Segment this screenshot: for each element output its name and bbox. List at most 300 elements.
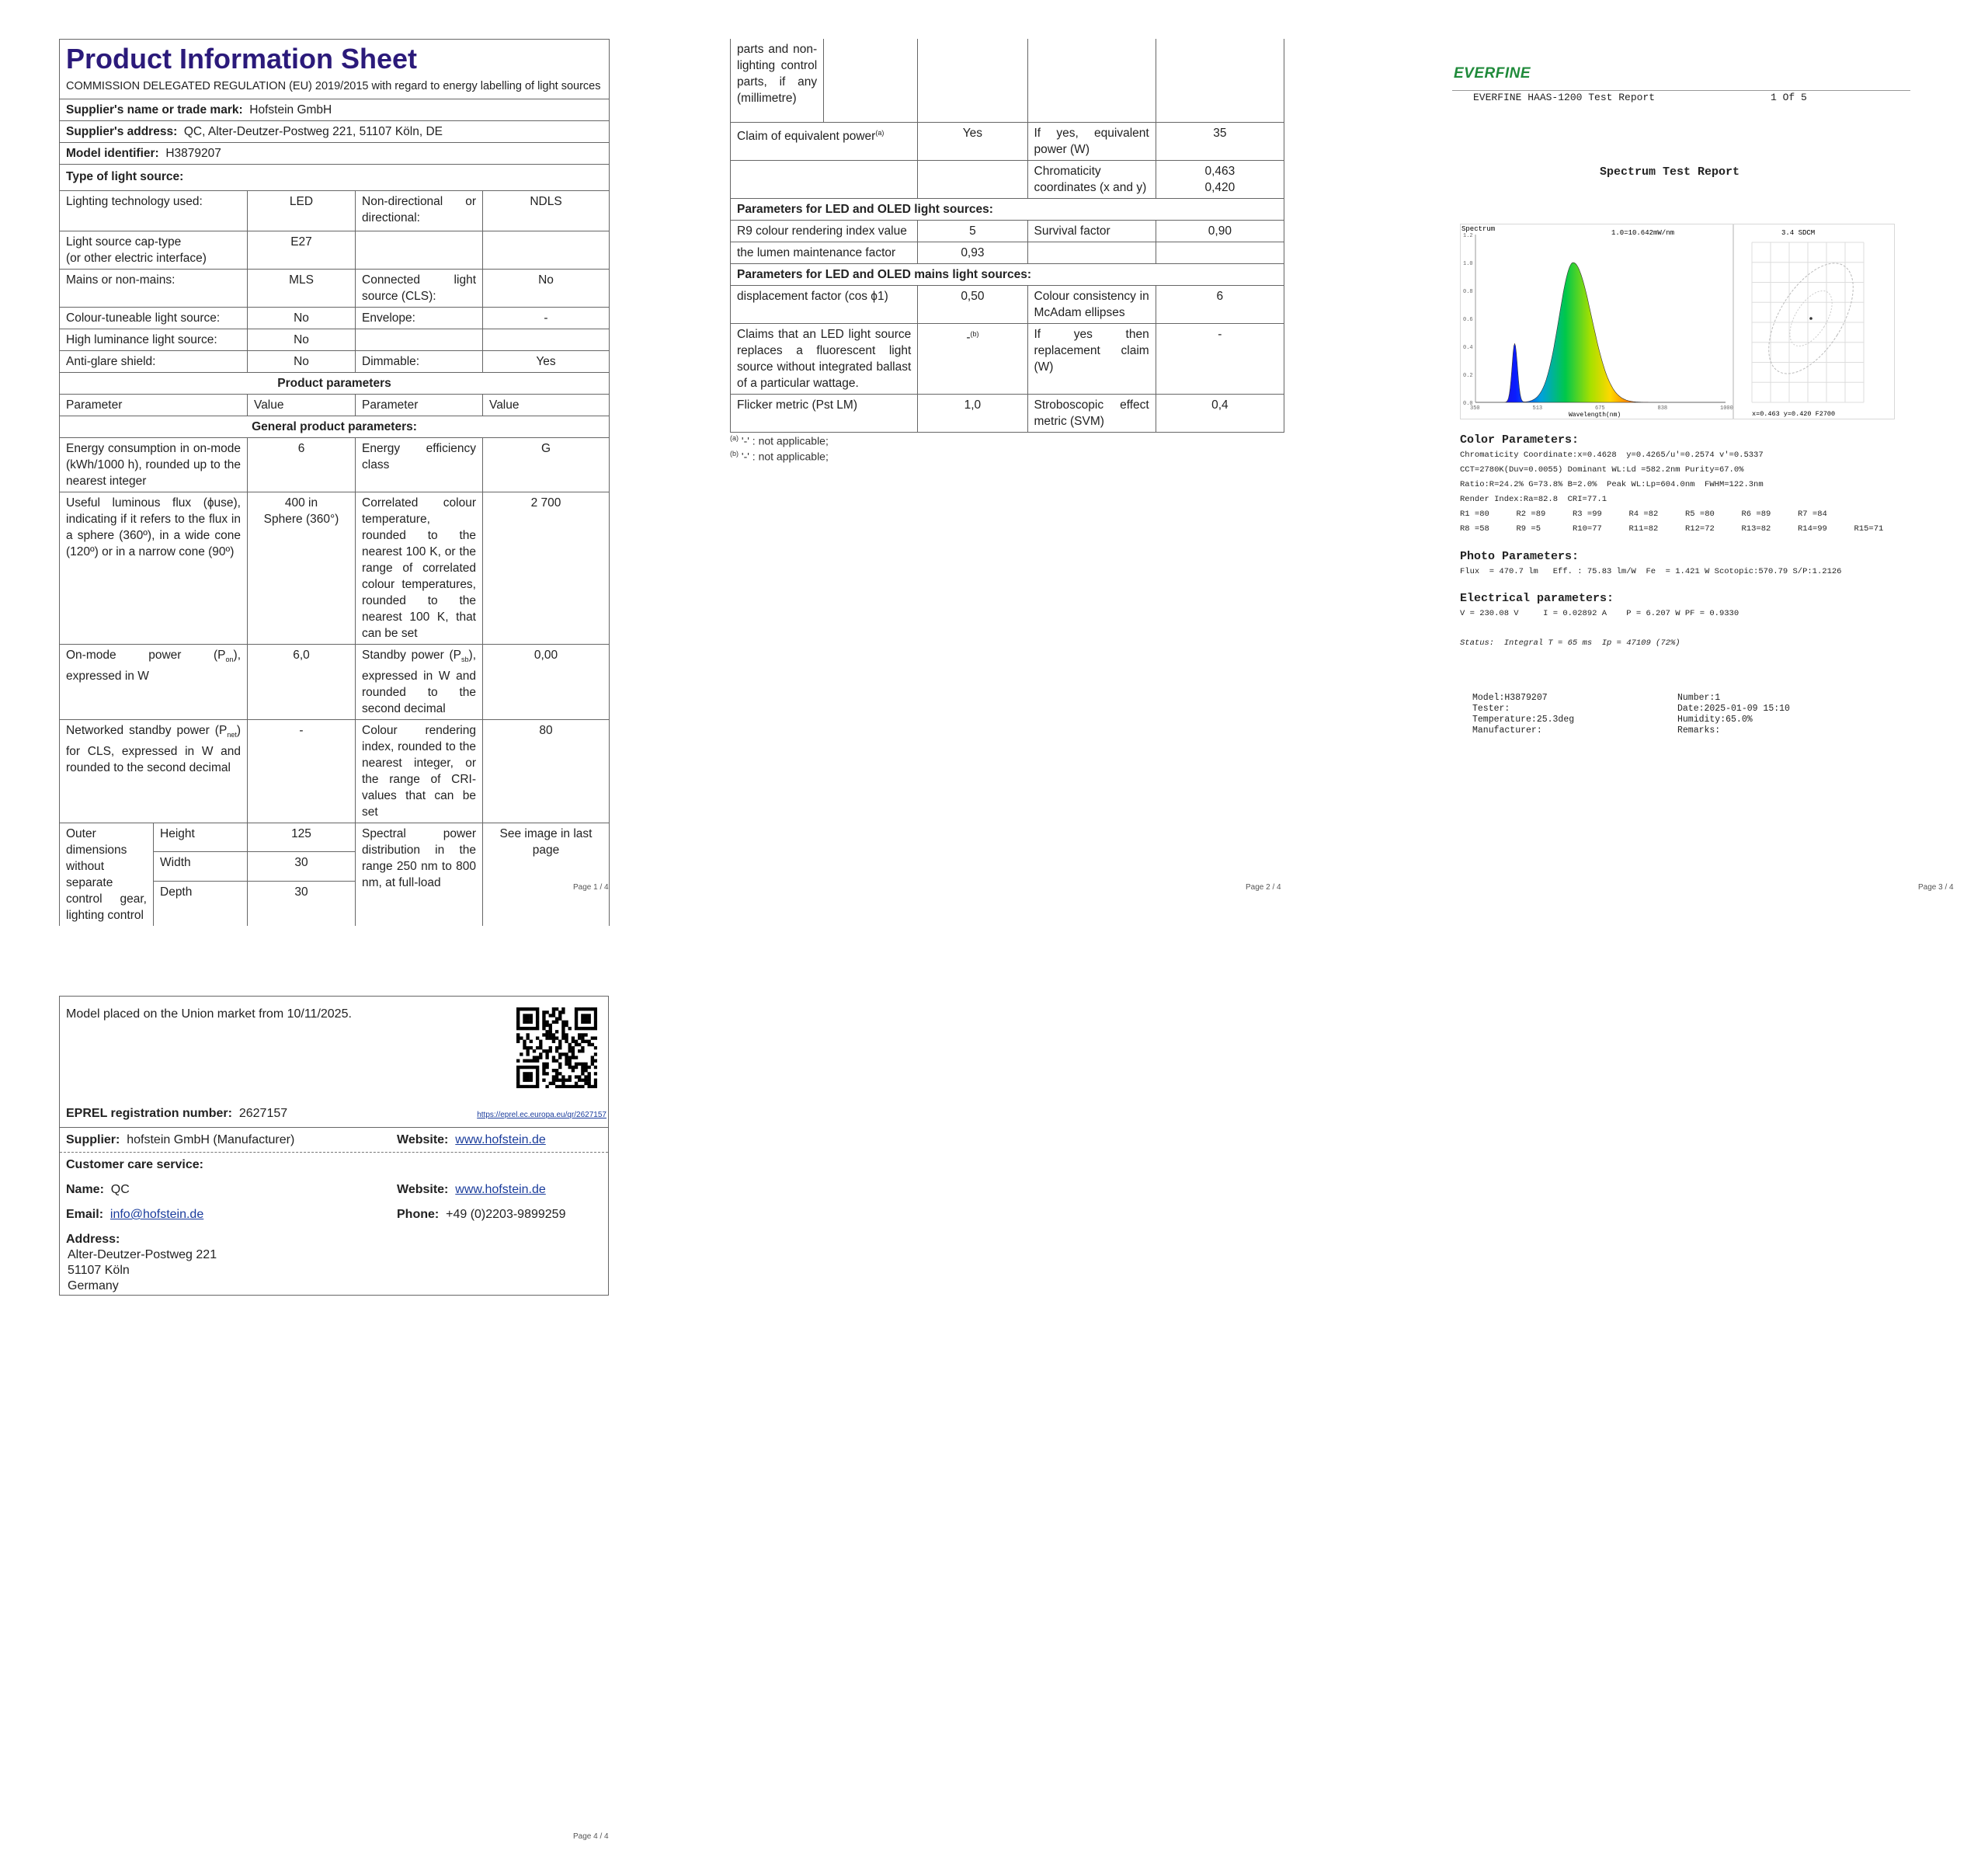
qr-module	[542, 1079, 545, 1082]
qr-module	[568, 1059, 572, 1063]
report-info-field: Number:1	[1677, 693, 1721, 703]
sdcm-coordinates: x=0.463 y=0.420 F2700	[1752, 410, 1836, 418]
cap-label	[60, 231, 248, 270]
qr-module	[572, 1056, 575, 1059]
qr-module	[578, 1027, 581, 1030]
qr-module	[545, 1056, 548, 1059]
phone-row	[397, 1208, 565, 1222]
y-tick-label: 0.4	[1463, 345, 1473, 351]
qr-module	[520, 1027, 523, 1030]
qr-module	[558, 1017, 561, 1020]
qr-module	[526, 1046, 529, 1049]
text: Claim of equivalent power	[737, 129, 876, 143]
qr-module	[584, 1079, 587, 1082]
efficiency-value: G	[483, 438, 610, 492]
qr-module	[581, 1021, 584, 1024]
height-value: 125	[248, 823, 356, 852]
qr-module	[542, 1066, 545, 1069]
qr-module	[536, 1059, 539, 1063]
eprel-label: EPREL registration number:	[66, 1107, 232, 1120]
stroboscopic-value: 0,4	[1156, 394, 1284, 432]
qr-module	[581, 1014, 584, 1017]
width-value: 30	[248, 852, 356, 881]
displacement-label: displacement factor (cos ϕ1)	[731, 285, 918, 323]
qr-module	[526, 1085, 529, 1088]
qr-module	[542, 1072, 545, 1075]
qr-module	[542, 1017, 545, 1020]
qr-module	[581, 1066, 584, 1069]
qr-module	[584, 1027, 587, 1030]
standby-power-value: 0,00	[483, 645, 610, 720]
qr-module	[581, 1017, 584, 1020]
qr-module	[565, 1052, 568, 1056]
qr-module	[520, 1036, 523, 1039]
name-label: Name:	[66, 1183, 104, 1196]
qr-module	[536, 1007, 539, 1011]
qr-module	[523, 1046, 526, 1049]
spd-value: See image in last page	[483, 823, 610, 927]
qr-module	[575, 1017, 578, 1020]
qr-module	[561, 1052, 565, 1056]
qr-module	[594, 1036, 597, 1039]
qr-module	[584, 1082, 587, 1085]
qr-module	[530, 1007, 533, 1011]
qr-module	[545, 1024, 548, 1027]
report-info-field: Remarks:	[1677, 725, 1721, 736]
qr-module	[581, 1069, 584, 1072]
address-label: Supplier's address:	[66, 125, 178, 138]
qr-code	[516, 1007, 597, 1088]
led-params-heading: Parameters for LED and OLED light sources:	[731, 198, 1284, 220]
qr-module	[549, 1014, 552, 1017]
energy-value: 6	[248, 438, 356, 492]
divider	[60, 1127, 608, 1128]
qr-module	[568, 1063, 572, 1066]
report-header-rule	[1452, 90, 1910, 91]
qr-module	[530, 1046, 533, 1049]
qr-module	[542, 1069, 545, 1072]
qr-module	[558, 1040, 561, 1043]
report-info-field: Manufacturer:	[1472, 725, 1542, 736]
general-params-heading: General product parameters:	[60, 416, 610, 438]
qr-module	[536, 1011, 539, 1014]
flux-value	[248, 492, 356, 645]
qr-module	[536, 1046, 539, 1049]
anti-glare-value: No	[248, 351, 356, 373]
qr-module	[594, 1072, 597, 1075]
website-label: Website:	[397, 1183, 449, 1196]
qr-module	[584, 1021, 587, 1024]
qr-module	[555, 1085, 558, 1088]
qr-module	[581, 1085, 584, 1088]
directional-label: Non-directional or directional:	[356, 191, 483, 231]
qr-module	[588, 1082, 591, 1085]
qr-module	[581, 1027, 584, 1030]
qr-module	[533, 1027, 536, 1030]
qr-module	[575, 1082, 578, 1085]
qr-module	[526, 1075, 529, 1078]
y-tick-label: 0.6	[1463, 317, 1473, 323]
supplier-label: Supplier's name or trade mark:	[66, 103, 243, 117]
sdcm-label: 3.4 SDCM	[1781, 229, 1816, 237]
qr-module	[572, 1069, 575, 1072]
qr-module	[561, 1075, 565, 1078]
qr-module	[552, 1069, 555, 1072]
qr-module	[578, 1063, 581, 1066]
color-param-line: Ratio:R=24.2% G=73.8% B=2.0% Peak WL:Lp=604.0nm FWHM=122.3nm	[1460, 480, 1764, 489]
qr-module	[584, 1069, 587, 1072]
qr-module	[591, 1063, 594, 1066]
qr-module	[581, 1063, 584, 1066]
flux-label: Useful luminous flux (ϕuse), indicating if it refers to the flux in a sphere (360º), in a wide cone (120º) or in a narrow cone (90º)	[60, 492, 248, 645]
spectrum-label: Spectrum	[1461, 225, 1496, 233]
chromaticity-x: 0,463	[1204, 164, 1236, 178]
qr-module	[565, 1056, 568, 1059]
qr-module	[581, 1033, 584, 1036]
qr-module	[539, 1046, 542, 1049]
qr-module	[539, 1056, 542, 1059]
qr-module	[545, 1030, 548, 1033]
qr-module	[565, 1040, 568, 1043]
qr-module	[533, 1056, 536, 1059]
qr-module	[526, 1017, 529, 1020]
qr-module	[536, 1075, 539, 1078]
qr-module	[549, 1027, 552, 1030]
stroboscopic-label: Stroboscopic effect metric (SVM)	[1027, 394, 1156, 432]
market-date-text: Model placed on the Union market from 10/11/2025.	[66, 1007, 352, 1021]
tuneable-value: No	[248, 308, 356, 329]
qr-module	[530, 1085, 533, 1088]
qr-module	[581, 1040, 584, 1043]
footnote-text: '-' : not applicable;	[741, 434, 829, 447]
qr-module	[516, 1011, 520, 1014]
qr-module	[594, 1017, 597, 1020]
qr-module	[561, 1082, 565, 1085]
qr-module	[578, 1085, 581, 1088]
chromaticity-value	[1156, 160, 1284, 198]
render-index-value: R8 =58	[1460, 524, 1489, 534]
y-tick-label: 0.0	[1463, 401, 1473, 407]
qr-module	[523, 1014, 526, 1017]
qr-module	[558, 1052, 561, 1056]
qr-module	[575, 1043, 578, 1046]
chromaticity-label: Chromaticity coordinates (x and y)	[1027, 160, 1156, 198]
qr-module	[533, 1049, 536, 1052]
qr-module	[542, 1049, 545, 1052]
customer-care-heading: Customer care service:	[66, 1158, 203, 1171]
qr-module	[542, 1021, 545, 1024]
qr-module	[523, 1085, 526, 1088]
qr-module	[542, 1033, 545, 1036]
email-link[interactable]: info@hofstein.de	[109, 1208, 204, 1221]
phone-label: Phone:	[397, 1208, 440, 1221]
r9-label: R9 colour rendering index value	[731, 220, 918, 242]
fluorescent-claim-label: Claims that an LED light source replaces a fluorescent light source without integrated ballast of a particular wattage.	[731, 323, 918, 394]
y-tick-label: 0.8	[1463, 289, 1473, 295]
footnote-marker: (b)	[730, 450, 739, 458]
qr-module	[516, 1072, 520, 1075]
qr-module	[591, 1043, 594, 1046]
qr-module	[526, 1027, 529, 1030]
flicker-value: 1,0	[918, 394, 1027, 432]
envelope-label: Envelope:	[356, 308, 483, 329]
qr-module	[552, 1059, 555, 1063]
qr-module	[561, 1079, 565, 1082]
qr-module	[568, 1027, 572, 1030]
spectrum-scale-info: 1.0=10.642mW/nm	[1611, 229, 1675, 237]
qr-module	[584, 1033, 587, 1036]
replacement-claim-value: -	[1156, 323, 1284, 394]
qr-module	[549, 1046, 552, 1049]
qr-module	[516, 1079, 520, 1082]
qr-module	[526, 1036, 529, 1039]
qr-module	[536, 1021, 539, 1024]
page-footer: Page 4 / 4	[573, 1832, 609, 1841]
render-index-value: R9 =5	[1516, 524, 1541, 534]
qr-module	[536, 1072, 539, 1075]
sdcm-chart	[1733, 224, 1895, 419]
render-index-value: R14=99	[1798, 524, 1827, 534]
qr-module	[584, 1063, 587, 1066]
spd-label: Spectral power distribution in the range 250 nm to 800 nm, at full-load	[356, 823, 483, 927]
x-tick-label: 513	[1532, 405, 1543, 412]
qr-module	[575, 1085, 578, 1088]
qr-module	[584, 1066, 587, 1069]
render-index-value: R11=82	[1628, 524, 1659, 534]
equivalent-power-label: If yes, equivalent power (W)	[1027, 122, 1156, 160]
qr-module	[530, 1017, 533, 1020]
qr-module	[578, 1007, 581, 1011]
qr-module	[558, 1085, 561, 1088]
qr-module	[523, 1043, 526, 1046]
photo-params-title: Photo Parameters:	[1460, 550, 1580, 563]
eprel-link[interactable]: https://eprel.ec.europa.eu/qr/2627157	[477, 1111, 606, 1119]
qr-module	[578, 1079, 581, 1082]
text: ), expressed in W	[66, 649, 241, 684]
qr-module	[536, 1082, 539, 1085]
qr-module	[545, 1072, 548, 1075]
page-2	[730, 39, 1284, 463]
empty-cell	[1156, 242, 1284, 263]
qr-module	[572, 1085, 575, 1088]
subscript: net	[227, 731, 237, 739]
empty-cell	[918, 160, 1027, 198]
qr-module	[588, 1021, 591, 1024]
qr-module	[591, 1059, 594, 1063]
qr-module	[526, 1007, 529, 1011]
qr-module	[572, 1066, 575, 1069]
color-param-line: Chromaticity Coordinate:x=0.4628 y=0.4265/u'=0.2574 v'=0.5337	[1460, 450, 1764, 460]
lumen-maintenance-label: the lumen maintenance factor	[731, 242, 918, 263]
y-tick-label: 0.2	[1463, 373, 1473, 379]
qr-module	[533, 1007, 536, 1011]
qr-module	[594, 1046, 597, 1049]
qr-module	[552, 1021, 555, 1024]
on-mode-power-value: 6,0	[248, 645, 356, 720]
directional-value: NDLS	[483, 191, 610, 231]
color-param-line: Render Index:Ra=82.8 CRI=77.1	[1460, 495, 1607, 504]
page-3	[1452, 62, 1965, 761]
qr-module	[552, 1036, 555, 1039]
qr-module	[588, 1079, 591, 1082]
anti-glare-label: Anti-glare shield:	[60, 351, 248, 373]
qr-module	[591, 1027, 594, 1030]
qr-module	[516, 1036, 520, 1039]
envelope-value: -	[483, 308, 610, 329]
tech-value: LED	[248, 191, 356, 231]
qr-module	[523, 1066, 526, 1069]
qr-module	[561, 1007, 565, 1011]
qr-module	[555, 1079, 558, 1082]
qr-module	[549, 1036, 552, 1039]
cct-label: Correlated colour temperature, rounded to the nearest 100 K, or the range of correlated colour temperatures, rounded to the nearest 100 K, that can be set	[356, 492, 483, 645]
qr-module	[572, 1046, 575, 1049]
color-params-title: Color Parameters:	[1460, 433, 1580, 447]
qr-module	[584, 1007, 587, 1011]
mcadam-label: Colour consistency in McAdam ellipses	[1027, 285, 1156, 323]
survival-label: Survival factor	[1027, 220, 1156, 242]
qr-module	[516, 1024, 520, 1027]
color-param-line: CCT=2780K(Duv=0.0055) Dominant WL:Ld =582.2nm Purity=67.0%	[1460, 465, 1744, 475]
qr-module	[594, 1052, 597, 1056]
product-params-heading: Product parameters	[60, 373, 610, 395]
networked-standby-label	[60, 720, 248, 823]
y-tick-label: 1.2	[1463, 233, 1473, 239]
qr-module	[536, 1036, 539, 1039]
cls-value: No	[483, 270, 610, 308]
qr-module	[516, 1075, 520, 1078]
qr-module	[516, 1085, 520, 1088]
qr-module	[552, 1011, 555, 1014]
qr-module	[545, 1049, 548, 1052]
electrical-params-line: V = 230.08 V I = 0.02892 A P = 6.207 W PF = 0.9330	[1460, 609, 1740, 618]
qr-module	[526, 1049, 529, 1052]
empty-cell	[731, 160, 918, 198]
qr-module	[545, 1063, 548, 1066]
networked-standby-value: -	[248, 720, 356, 823]
qr-module	[516, 1021, 520, 1024]
qr-module	[588, 1043, 591, 1046]
qr-module	[536, 1066, 539, 1069]
qr-module	[568, 1085, 572, 1088]
qr-module	[555, 1072, 558, 1075]
supplier-value: Hofstein GmbH	[249, 103, 332, 117]
qr-module	[594, 1007, 597, 1011]
qr-module	[575, 1027, 578, 1030]
text: On-mode power (P	[66, 649, 226, 662]
qr-module	[588, 1072, 591, 1075]
qr-module	[561, 1024, 565, 1027]
qr-module	[536, 1079, 539, 1082]
dimmable-value: Yes	[483, 351, 610, 373]
on-mode-power-label	[60, 645, 248, 720]
website-row	[397, 1133, 546, 1147]
text: ), expressed in W and rounded to the second decimal	[362, 649, 476, 716]
qr-module	[565, 1036, 568, 1039]
report-info-field: Temperature:25.3deg	[1472, 715, 1575, 725]
x-tick-label: 350	[1470, 405, 1480, 412]
qr-module	[558, 1063, 561, 1066]
qr-module	[530, 1072, 533, 1075]
model-label: Model identifier:	[66, 147, 159, 160]
dashed-divider	[60, 1152, 608, 1153]
empty-cell	[1156, 39, 1284, 122]
qr-module	[545, 1085, 548, 1088]
qr-module	[575, 1014, 578, 1017]
qr-module	[572, 1052, 575, 1056]
website2-row	[397, 1183, 546, 1197]
qr-module	[520, 1085, 523, 1088]
qr-module	[536, 1056, 539, 1059]
qr-module	[594, 1059, 597, 1063]
status-line: Status: Integral T = 65 ms Ip = 47109 (72%)	[1460, 638, 1680, 648]
height-label: Height	[154, 823, 248, 852]
qr-module	[530, 1014, 533, 1017]
website-link[interactable]: www.hofstein.de	[455, 1183, 546, 1196]
address-value: QC, Alter-Deutzer-Postweg 221, 51107 Köln, DE	[183, 125, 443, 138]
x-tick-label: 675	[1595, 405, 1605, 412]
qr-module	[542, 1024, 545, 1027]
y-tick-label: 1.0	[1463, 261, 1473, 267]
qr-module	[588, 1007, 591, 1011]
qr-module	[594, 1014, 597, 1017]
equivalent-power-value: 35	[1156, 122, 1284, 160]
qr-module	[594, 1024, 597, 1027]
qr-module	[523, 1059, 526, 1063]
qr-module	[558, 1056, 561, 1059]
qr-module	[594, 1027, 597, 1030]
qr-module	[516, 1017, 520, 1020]
qr-module	[523, 1040, 526, 1043]
qr-module	[575, 1075, 578, 1078]
qr-module	[530, 1040, 533, 1043]
qr-module	[581, 1072, 584, 1075]
mains-params-heading: Parameters for LED and OLED mains light sources:	[731, 263, 1284, 285]
standby-power-label	[356, 645, 483, 720]
qr-module	[594, 1079, 597, 1082]
qr-module	[545, 1033, 548, 1036]
qr-module	[575, 1040, 578, 1043]
qr-module	[575, 1011, 578, 1014]
qr-module	[536, 1069, 539, 1072]
empty-cell	[824, 39, 918, 122]
qr-module	[549, 1049, 552, 1052]
qr-module	[558, 1066, 561, 1069]
flicker-label: Flicker metric (Pst LM)	[731, 394, 918, 432]
x-tick-label: 838	[1657, 405, 1668, 412]
render-index-value: R12=72	[1685, 524, 1715, 534]
type-heading: Type of light source:	[60, 165, 610, 191]
qr-module	[526, 1014, 529, 1017]
qr-module	[542, 1027, 545, 1030]
qr-module	[568, 1046, 572, 1049]
qr-module	[572, 1049, 575, 1052]
qr-module	[536, 1024, 539, 1027]
chromaticity-y: 0,420	[1204, 180, 1236, 194]
qr-module	[558, 1046, 561, 1049]
efficiency-label: Energy efficiency class	[356, 438, 483, 492]
qr-module	[575, 1063, 578, 1066]
website-link[interactable]: www.hofstein.de	[455, 1133, 546, 1146]
qr-module	[552, 1007, 555, 1011]
page-footer: Page 1 / 4	[573, 883, 609, 892]
continued-dimensions-label: parts and non-lighting control parts, if any (millimetre)	[731, 39, 824, 122]
eprel-value: 2627157	[238, 1107, 288, 1120]
qr-module	[584, 1017, 587, 1020]
qr-module	[516, 1033, 520, 1036]
cls-label: Connected light source (CLS):	[356, 270, 483, 308]
text: Networked standby power (P	[66, 724, 228, 738]
